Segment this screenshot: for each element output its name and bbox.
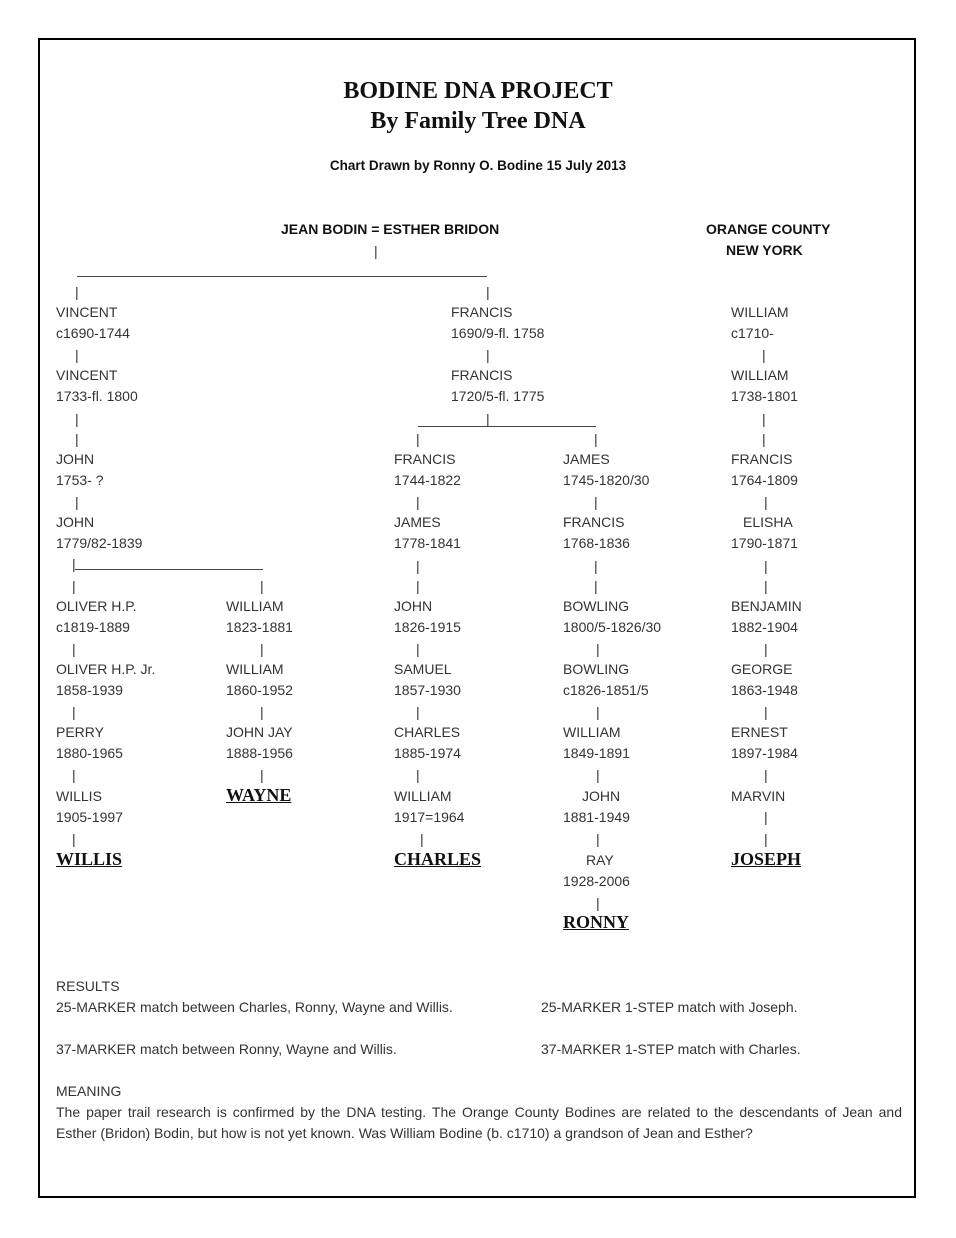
connector-bar: | <box>596 767 600 783</box>
connector-bar: | <box>260 641 264 657</box>
connector-bar: | <box>374 243 378 259</box>
connector-bar: | <box>416 494 420 510</box>
person-name: JAMES <box>394 514 441 530</box>
person-name: FRANCIS <box>451 304 513 320</box>
connector-bar: | <box>486 347 490 363</box>
connector-bar: | <box>594 578 598 594</box>
connector-bar: | <box>72 704 76 720</box>
person-name: JAMES <box>563 451 610 467</box>
results-heading: RESULTS <box>56 978 120 994</box>
page-subtitle-line: By Family Tree DNA <box>370 108 586 134</box>
person-dates: 1857-1930 <box>394 682 461 698</box>
person-dates: 1882-1904 <box>731 619 798 635</box>
connector-bar: | <box>416 767 420 783</box>
person-name: SAMUEL <box>394 661 452 677</box>
person-name: GEORGE <box>731 661 793 677</box>
person-name: JOHN <box>56 451 95 467</box>
branch-line-francis <box>418 426 596 427</box>
person-name: BOWLING <box>563 661 630 677</box>
person-dates: 1917=1964 <box>394 809 465 825</box>
root-couple: JEAN BODIN = ESTHER BRIDON <box>281 221 500 237</box>
person-dates: 1800/5-1826/30 <box>563 619 662 635</box>
person-name: FRANCIS <box>394 451 456 467</box>
tested-willis: WILLIS <box>56 849 123 869</box>
person-dates: 1885-1974 <box>394 745 461 761</box>
connector-bar: | <box>72 556 76 572</box>
connector-bar: | <box>596 895 600 911</box>
meaning-text: The paper trail research is confirmed by the DNA testing. The Orange County Bodines are related to the descendants of Jean and Esther (Bridon) Bodin, but how is not yet known. Was William Bodine (b. c1710) a grandson of Jean and Esther? <box>56 1104 902 1141</box>
connector-bar: | <box>72 831 76 847</box>
person-dates: 1778-1841 <box>394 535 461 551</box>
person-name: OLIVER H.P. Jr. <box>56 661 156 677</box>
orange-county-label: ORANGE COUNTY <box>706 221 831 237</box>
connector-bar: | <box>72 578 76 594</box>
person-name: FRANCIS <box>451 367 513 383</box>
person-name: JOHN <box>56 514 95 530</box>
branch-line-john <box>75 569 263 570</box>
person-dates: 1823-1881 <box>226 619 293 635</box>
person-name: FRANCIS <box>563 514 625 530</box>
connector-bar: | <box>764 767 768 783</box>
person-dates: 1826-1915 <box>394 619 461 635</box>
person-dates: 1897-1984 <box>731 745 798 761</box>
person-dates: 1881-1949 <box>563 809 630 825</box>
connector-bar: | <box>416 641 420 657</box>
person-dates: 1905-1997 <box>56 809 123 825</box>
person-name: FRANCIS <box>731 451 793 467</box>
connector-bar: | <box>596 641 600 657</box>
person-name: CHARLES <box>394 724 461 740</box>
person-name: WILLIAM <box>563 724 621 740</box>
tested-ronny: RONNY <box>563 912 629 932</box>
person-dates: 1790-1871 <box>731 535 798 551</box>
connector-bar: | <box>260 767 264 783</box>
connector-bar: | <box>75 284 79 300</box>
tested-charles: CHARLES <box>394 849 482 869</box>
person-name: ERNEST <box>731 724 788 740</box>
connector-bar: | <box>762 347 766 363</box>
connector-bar: | <box>762 411 766 427</box>
result-37-marker-1-step: 37-MARKER 1-STEP match with Charles. <box>541 1041 801 1057</box>
branch-line-root <box>77 276 487 277</box>
person-dates: 1753- ? <box>56 472 104 488</box>
connector-bar: | <box>764 578 768 594</box>
person-name: WILLIAM <box>226 598 284 614</box>
person-dates: 1849-1891 <box>563 745 630 761</box>
person-name: VINCENT <box>56 367 118 383</box>
connector-bar: | <box>75 347 79 363</box>
person-dates: 1880-1965 <box>56 745 123 761</box>
person-name: OLIVER H.P. <box>56 598 137 614</box>
person-name: ELISHA <box>743 514 793 530</box>
person-dates: 1888-1956 <box>226 745 293 761</box>
connector-bar: | <box>594 431 598 447</box>
connector-bar: | <box>596 704 600 720</box>
connector-bar: | <box>260 704 264 720</box>
person-name: WILLIS <box>56 788 102 804</box>
result-37-marker: 37-MARKER match between Ronny, Wayne and Willis. <box>56 1041 397 1057</box>
connector-bar: | <box>420 831 424 847</box>
connector-bar: | <box>764 558 768 574</box>
person-dates: 1764-1809 <box>731 472 798 488</box>
connector-bar: | <box>416 431 420 447</box>
tested-wayne: WAYNE <box>226 785 292 805</box>
person-dates: 1779/82-1839 <box>56 535 143 551</box>
connector-bar: | <box>764 831 768 847</box>
result-25-marker: 25-MARKER match between Charles, Ronny, Wayne and Willis. <box>56 999 453 1015</box>
person-dates: 1738-1801 <box>731 388 798 404</box>
connector-bar: | <box>594 494 598 510</box>
person-name: PERRY <box>56 724 104 740</box>
person-dates: c1819-1889 <box>56 619 130 635</box>
person-dates: 1733-fl. 1800 <box>56 388 138 404</box>
person-dates: 1745-1820/30 <box>563 472 650 488</box>
connector-bar: | <box>72 641 76 657</box>
person-dates: c1690-1744 <box>56 325 130 341</box>
connector-bar: | <box>762 431 766 447</box>
person-name: JOHN <box>394 598 433 614</box>
connector-bar: | <box>416 704 420 720</box>
person-name: BENJAMIN <box>731 598 802 614</box>
tested-joseph: JOSEPH <box>731 849 802 869</box>
person-name: JOHN JAY <box>226 724 293 740</box>
chart-credit: Chart Drawn by Ronny O. Bodine 15 July 2013 <box>329 158 627 173</box>
person-name: VINCENT <box>56 304 118 320</box>
connector-bar: | <box>764 809 768 825</box>
person-name: WILLIAM <box>226 661 284 677</box>
person-name: RAY <box>586 852 614 868</box>
person-name: MARVIN <box>731 788 786 804</box>
connector-bar: | <box>260 578 264 594</box>
person-dates: 1928-2006 <box>563 873 630 889</box>
person-name: BOWLING <box>563 598 630 614</box>
connector-bar: | <box>764 641 768 657</box>
person-dates: 1863-1948 <box>731 682 798 698</box>
person-dates: 1720/5-fl. 1775 <box>451 388 545 404</box>
connector-bar: | <box>594 558 598 574</box>
new-york-label: NEW YORK <box>726 242 803 258</box>
page-title: BODINE DNA PROJECT <box>343 78 613 104</box>
connector-bar: | <box>416 558 420 574</box>
person-name: WILLIAM <box>731 304 789 320</box>
person-dates: 1690/9-fl. 1758 <box>451 325 545 341</box>
connector-bar: | <box>764 704 768 720</box>
person-dates: c1710- <box>731 325 774 341</box>
person-dates: 1768-1836 <box>563 535 630 551</box>
result-25-marker-1-step: 25-MARKER 1-STEP match with Joseph. <box>541 999 798 1015</box>
connector-bar: | <box>486 411 490 427</box>
connector-bar: | <box>486 284 490 300</box>
person-dates: 1744-1822 <box>394 472 461 488</box>
connector-bar: | <box>72 767 76 783</box>
person-name: WILLIAM <box>731 367 789 383</box>
connector-bar: | <box>596 831 600 847</box>
connector-bar: | <box>416 578 420 594</box>
meaning-heading: MEANING <box>56 1083 122 1099</box>
person-dates: 1858-1939 <box>56 682 123 698</box>
person-dates: c1826-1851/5 <box>563 682 649 698</box>
person-dates: 1860-1952 <box>226 682 293 698</box>
connector-bar: | <box>75 411 79 427</box>
person-name: WILLIAM <box>394 788 452 804</box>
connector-bar: | <box>75 494 79 510</box>
person-name: JOHN <box>582 788 621 804</box>
connector-bar: | <box>75 431 79 447</box>
connector-bar: | <box>764 494 768 510</box>
